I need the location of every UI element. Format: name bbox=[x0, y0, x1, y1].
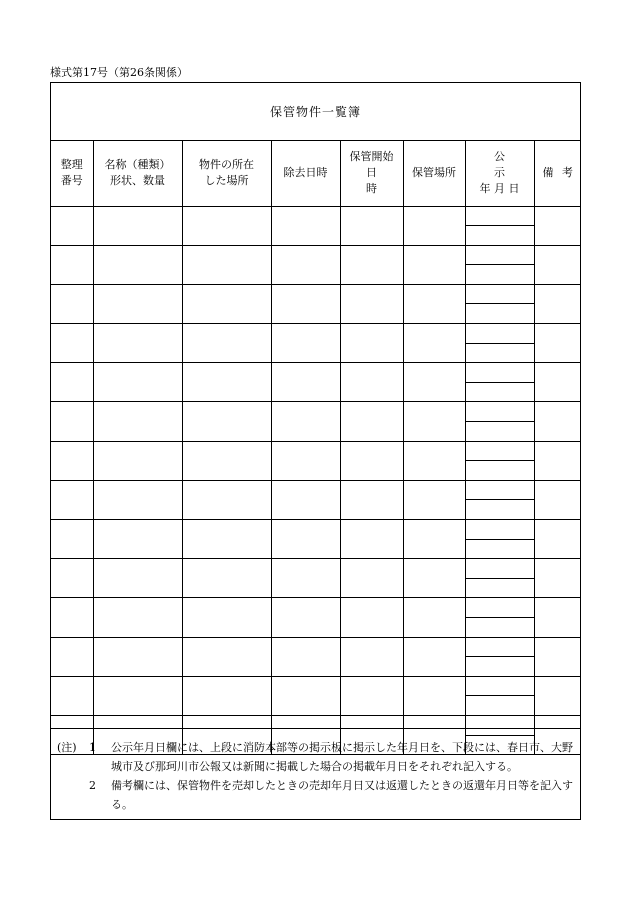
cell-notice-date-lower bbox=[465, 461, 534, 481]
cell-location bbox=[182, 402, 271, 441]
header-storage-start: 保管開始 日 時 bbox=[340, 140, 403, 206]
cell-remarks bbox=[534, 363, 581, 402]
cell-serial-number bbox=[51, 520, 93, 559]
cell-storage-start bbox=[340, 363, 403, 402]
cell-location bbox=[182, 284, 271, 323]
cell-name-type bbox=[93, 324, 182, 363]
cell-notice-date-lower bbox=[465, 422, 534, 442]
cell-remarks bbox=[534, 480, 581, 519]
header-serial-number: 整理 番号 bbox=[51, 140, 93, 206]
cell-remarks bbox=[534, 559, 581, 598]
cell-notice-date-lower bbox=[465, 500, 534, 520]
cell-notice-date-lower bbox=[465, 382, 534, 402]
cell-removal-datetime bbox=[271, 402, 340, 441]
cell-name-type bbox=[93, 520, 182, 559]
cell-notice-date-lower bbox=[465, 304, 534, 324]
cell-name-type bbox=[93, 245, 182, 284]
cell-storage-place bbox=[403, 363, 465, 402]
note-text: 公示年月日欄には、上段に消防本部等の掲示板に掲示した年月日を、下段には、春日市、大野城市及び那珂川市公報又は新聞に掲載した場合の掲載年月日をそれぞれ記入する。 bbox=[111, 741, 573, 773]
cell-notice-date-upper bbox=[465, 637, 534, 657]
cell-name-type bbox=[93, 206, 182, 245]
cell-notice-date-upper bbox=[465, 441, 534, 461]
cell-storage-place bbox=[403, 559, 465, 598]
cell-serial-number bbox=[51, 480, 93, 519]
cell-serial-number bbox=[51, 637, 93, 676]
cell-notice-date-lower bbox=[465, 226, 534, 246]
cell-removal-datetime bbox=[271, 480, 340, 519]
cell-serial-number bbox=[51, 284, 93, 323]
cell-serial-number bbox=[51, 324, 93, 363]
cell-remarks bbox=[534, 245, 581, 284]
cell-removal-datetime bbox=[271, 363, 340, 402]
header-remarks: 備 考 bbox=[534, 140, 581, 206]
cell-serial-number bbox=[51, 559, 93, 598]
cell-removal-datetime bbox=[271, 559, 340, 598]
cell-storage-start bbox=[340, 324, 403, 363]
note-item bbox=[51, 776, 580, 814]
cell-storage-place bbox=[403, 637, 465, 676]
title-area bbox=[51, 83, 580, 141]
cell-remarks bbox=[534, 520, 581, 559]
cell-removal-datetime bbox=[271, 637, 340, 676]
cell-notice-date-upper bbox=[465, 676, 534, 696]
cell-storage-place bbox=[403, 245, 465, 284]
cell-notice-date-upper bbox=[465, 284, 534, 304]
cell-location bbox=[182, 598, 271, 637]
cell-location bbox=[182, 245, 271, 284]
table-row bbox=[51, 284, 581, 304]
cell-notice-date-upper bbox=[465, 402, 534, 422]
cell-serial-number bbox=[51, 441, 93, 480]
cell-remarks bbox=[534, 637, 581, 676]
cell-remarks bbox=[534, 676, 581, 715]
cell-removal-datetime bbox=[271, 441, 340, 480]
cell-location bbox=[182, 441, 271, 480]
cell-location bbox=[182, 206, 271, 245]
cell-storage-place bbox=[403, 324, 465, 363]
cell-notice-date-upper bbox=[465, 324, 534, 344]
cell-serial-number bbox=[51, 402, 93, 441]
cell-name-type bbox=[93, 363, 182, 402]
notes-section bbox=[51, 728, 580, 814]
cell-serial-number bbox=[51, 206, 93, 245]
cell-remarks bbox=[534, 284, 581, 323]
cell-removal-datetime bbox=[271, 520, 340, 559]
cell-storage-start bbox=[340, 559, 403, 598]
cell-storage-start bbox=[340, 637, 403, 676]
note-text: 備考欄には、保管物件を売却したときの売却年月日又は返還したときの返還年月日等を記入する。 bbox=[111, 779, 573, 811]
cell-storage-place bbox=[403, 676, 465, 715]
cell-storage-start bbox=[340, 676, 403, 715]
table-row bbox=[51, 676, 581, 696]
cell-serial-number bbox=[51, 363, 93, 402]
cell-notice-date-lower bbox=[465, 696, 534, 716]
cell-notice-date-upper bbox=[465, 363, 534, 383]
cell-location bbox=[182, 480, 271, 519]
cell-notice-date-lower bbox=[465, 617, 534, 637]
cell-name-type bbox=[93, 637, 182, 676]
form-frame bbox=[50, 82, 581, 820]
cell-removal-datetime bbox=[271, 324, 340, 363]
table-row bbox=[51, 598, 581, 618]
form-number-label: 様式第17号（第26条関係） bbox=[50, 66, 188, 79]
cell-remarks bbox=[534, 441, 581, 480]
header-storage-place: 保管場所 bbox=[403, 140, 465, 206]
cell-name-type bbox=[93, 559, 182, 598]
cell-serial-number bbox=[51, 676, 93, 715]
cell-notice-date-lower bbox=[465, 578, 534, 598]
header-removal-datetime: 除去日時 bbox=[271, 140, 340, 206]
note-item bbox=[51, 738, 580, 776]
cell-storage-start bbox=[340, 206, 403, 245]
cell-location bbox=[182, 676, 271, 715]
cell-name-type bbox=[93, 480, 182, 519]
cell-removal-datetime bbox=[271, 245, 340, 284]
cell-removal-datetime bbox=[271, 206, 340, 245]
cell-notice-date-upper bbox=[465, 598, 534, 618]
header-location: 物件の所在 した場所 bbox=[182, 140, 271, 206]
cell-remarks bbox=[534, 598, 581, 637]
header-notice-date: 公 示 年 月 日 bbox=[465, 140, 534, 206]
cell-notice-date-upper bbox=[465, 480, 534, 500]
cell-storage-place bbox=[403, 480, 465, 519]
cell-storage-start bbox=[340, 284, 403, 323]
cell-location bbox=[182, 520, 271, 559]
cell-location bbox=[182, 363, 271, 402]
note-number: 1 bbox=[89, 741, 96, 754]
table-row bbox=[51, 206, 581, 226]
cell-storage-place bbox=[403, 520, 465, 559]
cell-name-type bbox=[93, 284, 182, 323]
table-row bbox=[51, 245, 581, 265]
cell-storage-place bbox=[403, 284, 465, 323]
cell-storage-start bbox=[340, 402, 403, 441]
cell-storage-place bbox=[403, 598, 465, 637]
table-row bbox=[51, 441, 581, 461]
cell-location bbox=[182, 559, 271, 598]
cell-storage-place bbox=[403, 402, 465, 441]
cell-notice-date-upper bbox=[465, 559, 534, 579]
cell-storage-start bbox=[340, 245, 403, 284]
header-name-type: 名称（種類） 形状、数量 bbox=[93, 140, 182, 206]
cell-remarks bbox=[534, 324, 581, 363]
cell-storage-start bbox=[340, 480, 403, 519]
cell-location bbox=[182, 637, 271, 676]
table-row bbox=[51, 637, 581, 657]
cell-notice-date-lower bbox=[465, 343, 534, 363]
cell-storage-place bbox=[403, 441, 465, 480]
cell-serial-number bbox=[51, 245, 93, 284]
cell-name-type bbox=[93, 402, 182, 441]
note-prefix: (注) bbox=[57, 741, 77, 754]
cell-notice-date-lower bbox=[465, 265, 534, 285]
cell-notice-date-upper bbox=[465, 206, 534, 226]
table-row bbox=[51, 324, 581, 344]
cell-notice-date-upper bbox=[465, 245, 534, 265]
table-row bbox=[51, 402, 581, 422]
cell-removal-datetime bbox=[271, 598, 340, 637]
table-row bbox=[51, 363, 581, 383]
cell-notice-date-lower bbox=[465, 657, 534, 677]
form-title: 保管物件一覧簿 bbox=[269, 105, 361, 119]
cell-storage-start bbox=[340, 441, 403, 480]
cell-location bbox=[182, 324, 271, 363]
cell-remarks bbox=[534, 402, 581, 441]
cell-notice-date-upper bbox=[465, 520, 534, 540]
cell-storage-place bbox=[403, 206, 465, 245]
cell-removal-datetime bbox=[271, 676, 340, 715]
cell-name-type bbox=[93, 676, 182, 715]
cell-serial-number bbox=[51, 598, 93, 637]
cell-storage-start bbox=[340, 520, 403, 559]
table-row bbox=[51, 480, 581, 500]
cell-name-type bbox=[93, 441, 182, 480]
header-row bbox=[51, 140, 581, 206]
table-row bbox=[51, 559, 581, 579]
table-row bbox=[51, 520, 581, 540]
cell-remarks bbox=[534, 206, 581, 245]
note-number: 2 bbox=[89, 779, 96, 792]
cell-removal-datetime bbox=[271, 284, 340, 323]
cell-notice-date-lower bbox=[465, 539, 534, 559]
cell-storage-start bbox=[340, 598, 403, 637]
register-table bbox=[51, 140, 581, 755]
cell-name-type bbox=[93, 598, 182, 637]
